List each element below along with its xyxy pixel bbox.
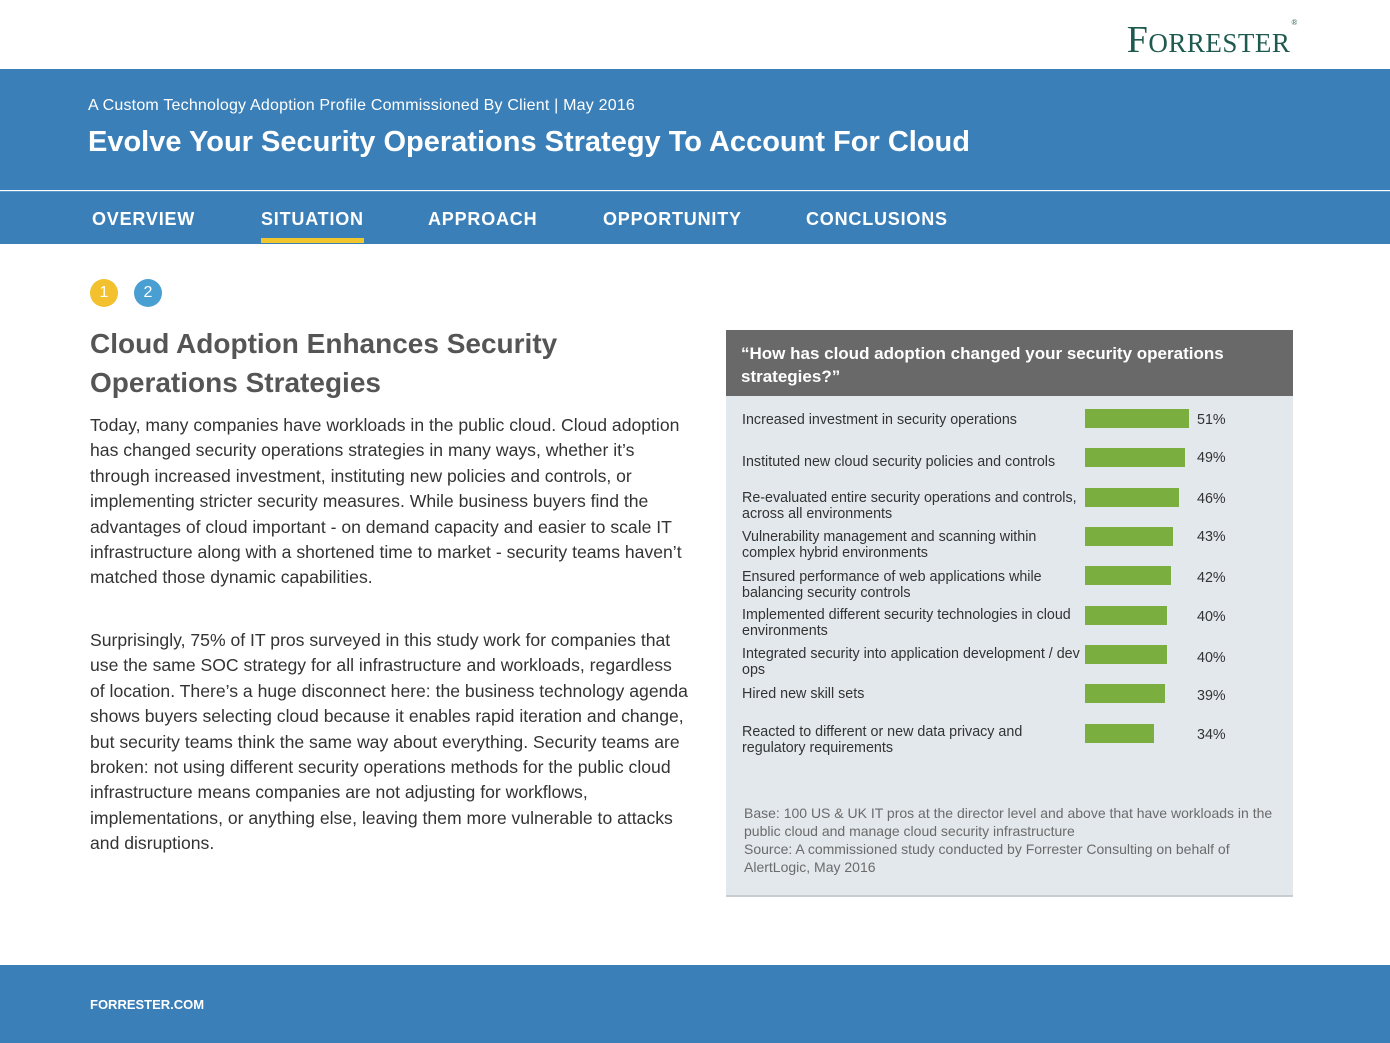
- report-header: [0, 69, 1390, 190]
- page-footer: [0, 965, 1390, 1043]
- chart-category-label: Implemented different security technologies in cloud environments: [742, 607, 1071, 639]
- chart-value-label: 39%: [1197, 688, 1226, 704]
- chart-bar: [1085, 566, 1171, 585]
- report-title: Evolve Your Security Operations Strategy To Account For Cloud: [88, 126, 970, 158]
- page-2-dot[interactable]: 2: [134, 279, 162, 307]
- nav-situation[interactable]: SITUATION: [261, 209, 364, 229]
- section-title: Cloud Adoption Enhances Security Operations Strategies: [90, 328, 558, 398]
- chart-bar: [1085, 684, 1165, 703]
- report-subtitle: A Custom Technology Adoption Profile Commissioned By Client | May 2016: [88, 97, 636, 114]
- body-paragraph: Surprisingly, 75% of IT pros surveyed in this study work for companies that use the same SOC strategy for all infrastructure and workloads, regardless of location. There’s a huge disconnect here: the business technology agenda shows buyers selecting cloud because it enables rapid iteration and change, but security teams think the same way about everything. Security teams are broken: not using different security operations methods for the public cloud infrastructure means companies are not adjusting for workflows, implementations, or anything else, leaving them more vulnerable to attacks and disruptions.: [90, 630, 688, 854]
- chart-bar: [1085, 606, 1167, 625]
- chart-value-label: 49%: [1197, 450, 1226, 466]
- survey-chart-card: [726, 330, 1293, 895]
- nav-overview[interactable]: OVERVIEW: [92, 209, 196, 229]
- chart-base-note: Base: 100 US & UK IT pros at the director level and above that have workloads in the public cloud and manage cloud security infrastructure: [744, 805, 1273, 839]
- chart-value-label: 51%: [1197, 412, 1226, 428]
- chart-source-note: Source: A commissioned study conducted by Forrester Consulting on behalf of AlertLogic, May 2016: [744, 841, 1230, 875]
- chart-value-label: 40%: [1197, 609, 1226, 625]
- chart-bar: [1085, 448, 1185, 467]
- chart-value-label: 34%: [1197, 727, 1226, 743]
- section-nav: [0, 191, 1390, 244]
- body-paragraph: Today, many companies have workloads in the public cloud. Cloud adoption has changed security operations strategies in many ways, whether it’s through increased investment, instituting new policies and controls, or implementing stricter security measures. While business buyers find the advantages of cloud important - on demand capacity and easier to scale IT infrastructure along with a shortened time to market - security teams haven’t matched those dynamic capabilities.: [90, 415, 682, 588]
- nav-conclusions[interactable]: CONCLUSIONS: [806, 209, 948, 229]
- forrester-website-link[interactable]: FORRESTER.COM: [90, 997, 205, 1012]
- chart-category-label: Vulnerability management and scanning within complex hybrid environments: [742, 529, 1037, 561]
- chart-bar: [1085, 409, 1189, 428]
- chart-category-label: Reacted to different or new data privacy and regulatory requirements: [742, 724, 1023, 756]
- chart-bar: [1085, 724, 1154, 743]
- chart-category-label: Increased investment in security operations: [742, 412, 1017, 428]
- nav-approach[interactable]: APPROACH: [428, 209, 538, 229]
- chart-category-label: Instituted new cloud security policies and controls: [742, 454, 1056, 470]
- chart-bar: [1085, 645, 1167, 664]
- forrester-logo: Forrester®: [1126, 18, 1298, 61]
- chart-value-label: 42%: [1197, 570, 1226, 586]
- chart-value-label: 46%: [1197, 491, 1226, 507]
- chart-bar: [1085, 527, 1173, 546]
- chart-category-label: Integrated security into application development / dev ops: [742, 646, 1080, 678]
- nav-opportunity[interactable]: OPPORTUNITY: [603, 209, 742, 229]
- chart-bar: [1085, 488, 1179, 507]
- chart-value-label: 40%: [1197, 650, 1226, 666]
- chart-value-label: 43%: [1197, 529, 1226, 545]
- chart-footnote: [744, 804, 1284, 876]
- chart-category-label: Hired new skill sets: [742, 686, 865, 702]
- chart-title: “How has cloud adoption changed your security operations strategies?”: [726, 330, 1293, 396]
- chart-category-label: Ensured performance of web applications while balancing security controls: [742, 569, 1042, 601]
- page-1-dot[interactable]: 1: [90, 279, 118, 307]
- chart-category-label: Re-evaluated entire security operations and controls, across all environments: [742, 490, 1077, 522]
